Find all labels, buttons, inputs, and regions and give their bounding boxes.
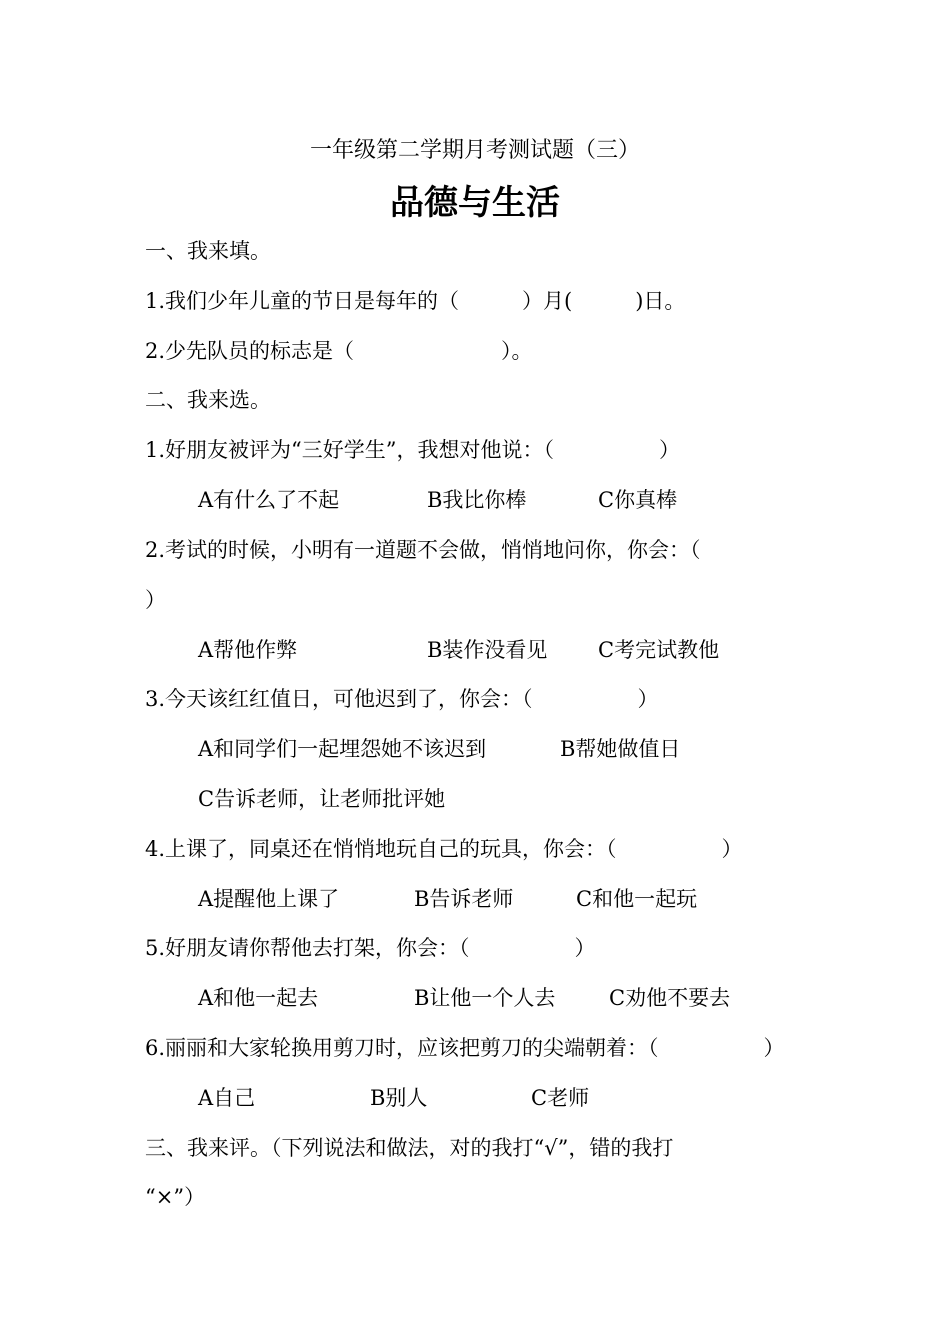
choice-question-4: 4.上课了，同桌还在悄悄地玩自己的玩具，你会：（ ） — [145, 837, 743, 861]
section3-heading: 三、我来评。（下列说法和做法，对的我打“√”，错的我打 — [145, 1136, 674, 1160]
choice-6-option-b: B别人 — [370, 1086, 428, 1110]
choice-4-option-b: B告诉老师 — [414, 887, 514, 911]
choice-question-5: 5.好朋友请你帮他去打架，你会：（ ） — [145, 936, 596, 960]
choice-3-option-a: A和同学们一起埋怨她不该迟到 — [198, 737, 487, 761]
choice-2-option-a: A帮他作弊 — [198, 638, 298, 662]
section1-heading: 一、我来填。 — [145, 239, 271, 263]
choice-question-2-cont: ） — [145, 588, 166, 612]
choice-1-option-b: B我比你棒 — [427, 488, 527, 512]
choice-4-option-a: A提醒他上课了 — [198, 887, 340, 911]
choice-1-option-a: A有什么了不起 — [198, 488, 340, 512]
fill-question-2: 2.少先队员的标志是（ ）。 — [145, 339, 533, 363]
choice-question-1: 1.好朋友被评为“三好学生”，我想对他说：（ ） — [145, 438, 681, 462]
choice-5-option-a: A和他一起去 — [198, 986, 319, 1010]
exam-title: 一年级第二学期月考测试题（三） — [309, 138, 640, 163]
choice-3-option-b: B帮她做值日 — [560, 737, 681, 761]
choice-question-3: 3.今天该红红值日，可他迟到了，你会：（ ） — [145, 687, 659, 711]
choice-2-option-c: C考完试教他 — [598, 638, 720, 662]
choice-5-option-b: B让他一个人去 — [414, 986, 556, 1010]
fill-question-1: 1.我们少年儿童的节日是每年的（ ）月( )日。 — [145, 289, 686, 313]
subject-title: 品德与生活 — [390, 183, 560, 223]
section2-heading: 二、我来选。 — [145, 388, 271, 412]
section3-heading-cont: “×”） — [145, 1185, 206, 1209]
choice-3-option-c: C告诉老师，让老师批评她 — [198, 787, 446, 811]
choice-6-option-a: A自己 — [198, 1086, 256, 1110]
choice-question-2: 2.考试的时候，小明有一道题不会做，悄悄地问你，你会：（ — [145, 538, 701, 562]
choice-6-option-c: C老师 — [531, 1086, 590, 1110]
choice-5-option-c: C劝他不要去 — [609, 986, 731, 1010]
choice-question-6: 6.丽丽和大家轮换用剪刀时，应该把剪刀的尖端朝着：（ ） — [145, 1036, 785, 1060]
choice-1-option-c: C你真棒 — [598, 488, 678, 512]
choice-4-option-c: C和他一起玩 — [576, 887, 698, 911]
choice-2-option-b: B装作没看见 — [427, 638, 548, 662]
